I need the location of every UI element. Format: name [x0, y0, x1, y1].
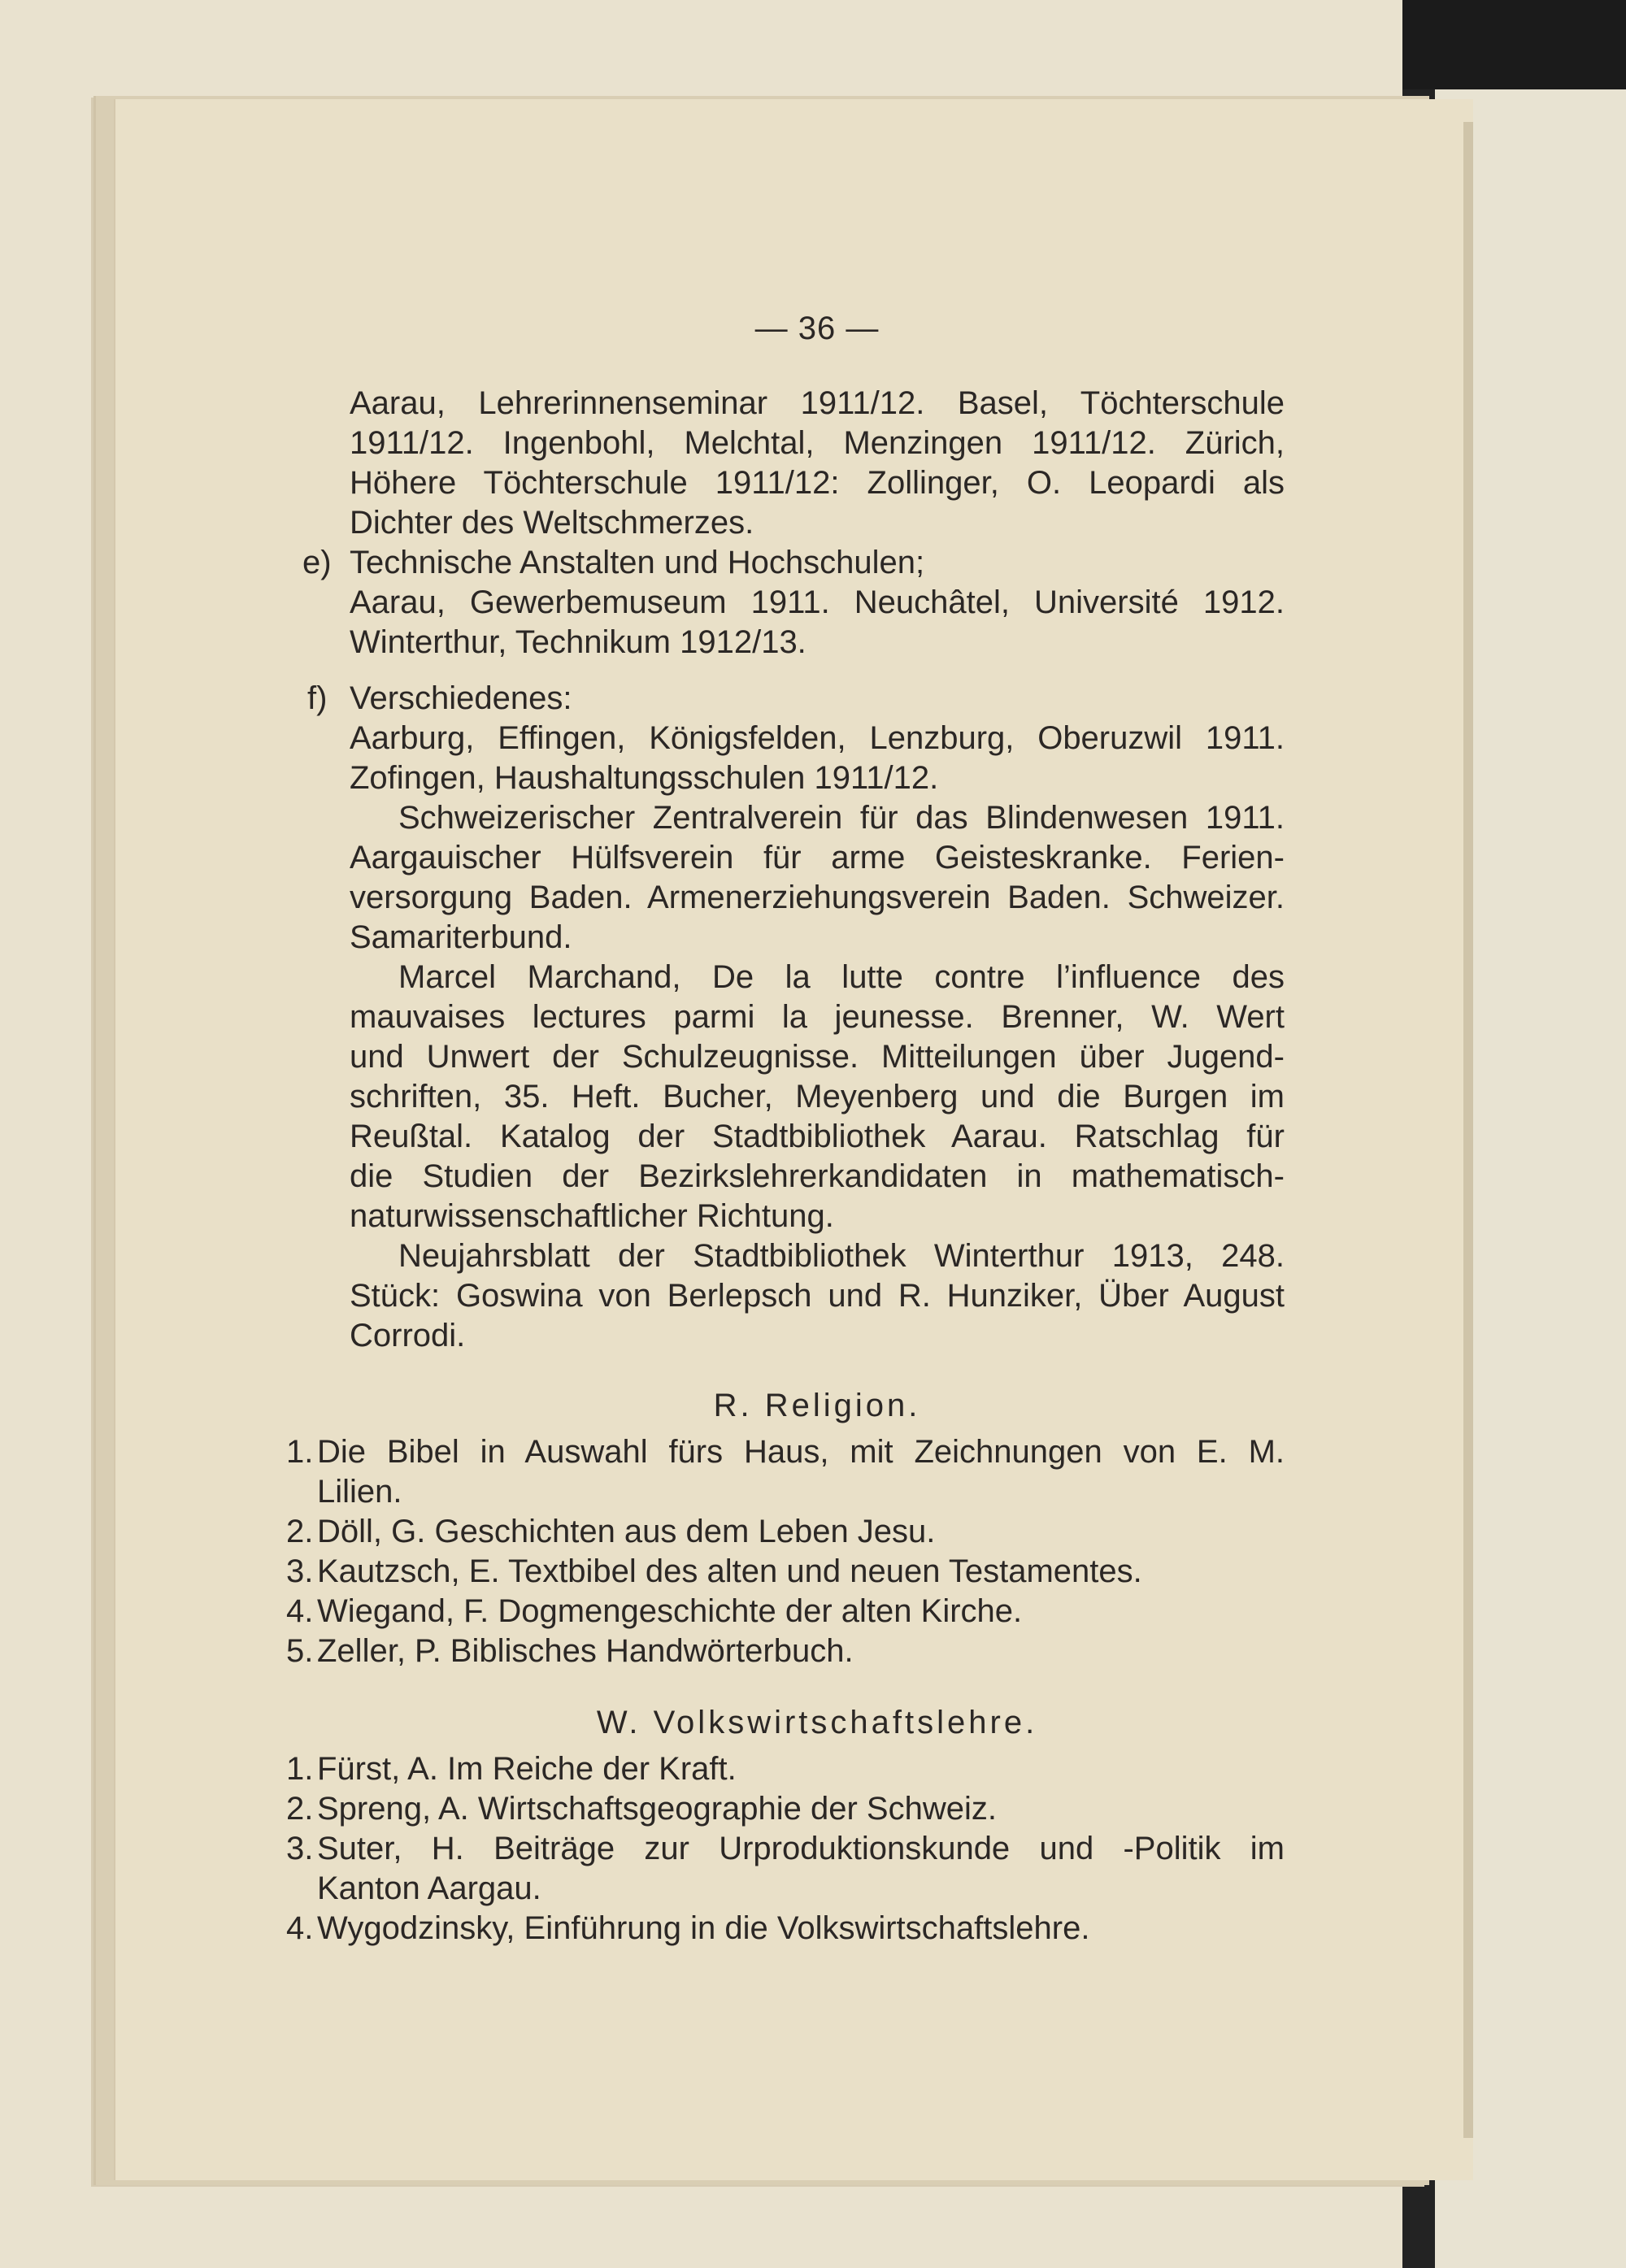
list-item: Döll, G. Geschichten aus dem Leben Jesu. — [317, 1514, 936, 1549]
list-item: Lilien. — [317, 1474, 402, 1510]
list-item: Zeller, P. Biblisches Handwörterbuch. — [317, 1633, 854, 1669]
text-line: Reußtal. Katalog der Stadtbibliothek Aarau. Ratschlag für — [350, 1119, 1285, 1154]
list-number: 3. — [286, 1553, 314, 1589]
list-number: 4. — [286, 1910, 314, 1946]
list-item: Kautzsch, E. Textbibel des alten und neuen Testamentes. — [317, 1553, 1142, 1589]
text-line: Marcel Marchand, De la lutte contre l’influence des — [398, 959, 1285, 995]
list-number: 2. — [286, 1514, 314, 1549]
list-item: Kanton Aargau. — [317, 1870, 541, 1906]
page-gutter — [1463, 122, 1473, 2138]
text-line: Verschiedenes: — [350, 680, 572, 716]
page-number: — 36 — — [754, 311, 880, 346]
text-line: Dichter des Weltschmerzes. — [350, 505, 754, 541]
list-number: 2. — [286, 1791, 314, 1827]
text-line: Aarburg, Effingen, Königsfelden, Lenzburg, Oberuzwil 1911. — [350, 720, 1285, 756]
text-line: Technische Anstalten und Hochschulen; — [350, 545, 925, 580]
text-line: 1911/12. Ingenbohl, Melchtal, Menzingen 1911/12. Zürich, — [350, 425, 1285, 461]
text-line: versorgung Baden. Armenerziehungsverein Baden. Schweizer. — [350, 880, 1285, 915]
list-number: 1. — [286, 1751, 314, 1787]
list-item: Wiegand, F. Dogmengeschichte der alten Kirche. — [317, 1593, 1023, 1629]
list-number: 5. — [286, 1633, 314, 1669]
list-item: Die Bibel in Auswahl fürs Haus, mit Zeichnungen von E. M. — [317, 1434, 1285, 1470]
text-line: und Unwert der Schulzeugnisse. Mitteilungen über Jugend- — [350, 1039, 1285, 1075]
text-line: schriften, 35. Heft. Bucher, Meyenberg und die Burgen im — [350, 1079, 1285, 1114]
list-number: 4. — [286, 1593, 314, 1629]
text-line: Winterthur, Technikum 1912/13. — [350, 624, 806, 660]
section-marker-f: f) — [307, 680, 328, 716]
list-item: Suter, H. Beiträge zur Urproduktionskunde und -Politik im — [317, 1831, 1285, 1866]
list-item: Spreng, A. Wirtschaftsgeographie der Schweiz. — [317, 1791, 997, 1827]
text-line: Zofingen, Haushaltungsschulen 1911/12. — [350, 760, 939, 796]
section-heading-volkswirtschaft: W. Volkswirtschaftslehre. — [596, 1705, 1038, 1740]
section-marker-e: e) — [302, 545, 332, 580]
text-line: Stück: Goswina von Berlepsch und R. Hunziker, Über August — [350, 1278, 1285, 1314]
text-line: Schweizerischer Zentralverein für das Blindenwesen 1911. — [398, 800, 1285, 836]
text-line: Höhere Töchterschule 1911/12: Zollinger, O. Leopardi als — [350, 465, 1285, 501]
text-line: Aargauischer Hülfsverein für arme Geisteskranke. Ferien- — [350, 840, 1285, 875]
list-number: 3. — [286, 1831, 314, 1866]
text-line: die Studien der Bezirkslehrerkandidaten in mathematisch- — [350, 1158, 1285, 1194]
text-line: Corrodi. — [350, 1318, 466, 1353]
text-line: naturwissenschaftlicher Richtung. — [350, 1198, 834, 1234]
text-line: Samariterbund. — [350, 919, 572, 955]
text-line: mauvaises lectures parmi la jeunesse. Brenner, W. Wert — [350, 999, 1285, 1035]
book-spine-top — [1402, 0, 1626, 89]
text-line: Aarau, Gewerbemuseum 1911. Neuchâtel, Université 1912. — [350, 584, 1285, 620]
list-item: Fürst, A. Im Reiche der Kraft. — [317, 1751, 737, 1787]
text-line: Neujahrsblatt der Stadtbibliothek Winterthur 1913, 248. — [398, 1238, 1285, 1274]
list-number: 1. — [286, 1434, 314, 1470]
list-item: Wygodzinsky, Einführung in die Volkswirtschaftslehre. — [317, 1910, 1090, 1946]
section-heading-religion: R. Religion. — [713, 1388, 921, 1423]
text-line: Aarau, Lehrerinnenseminar 1911/12. Basel, Töchterschule — [350, 385, 1285, 421]
